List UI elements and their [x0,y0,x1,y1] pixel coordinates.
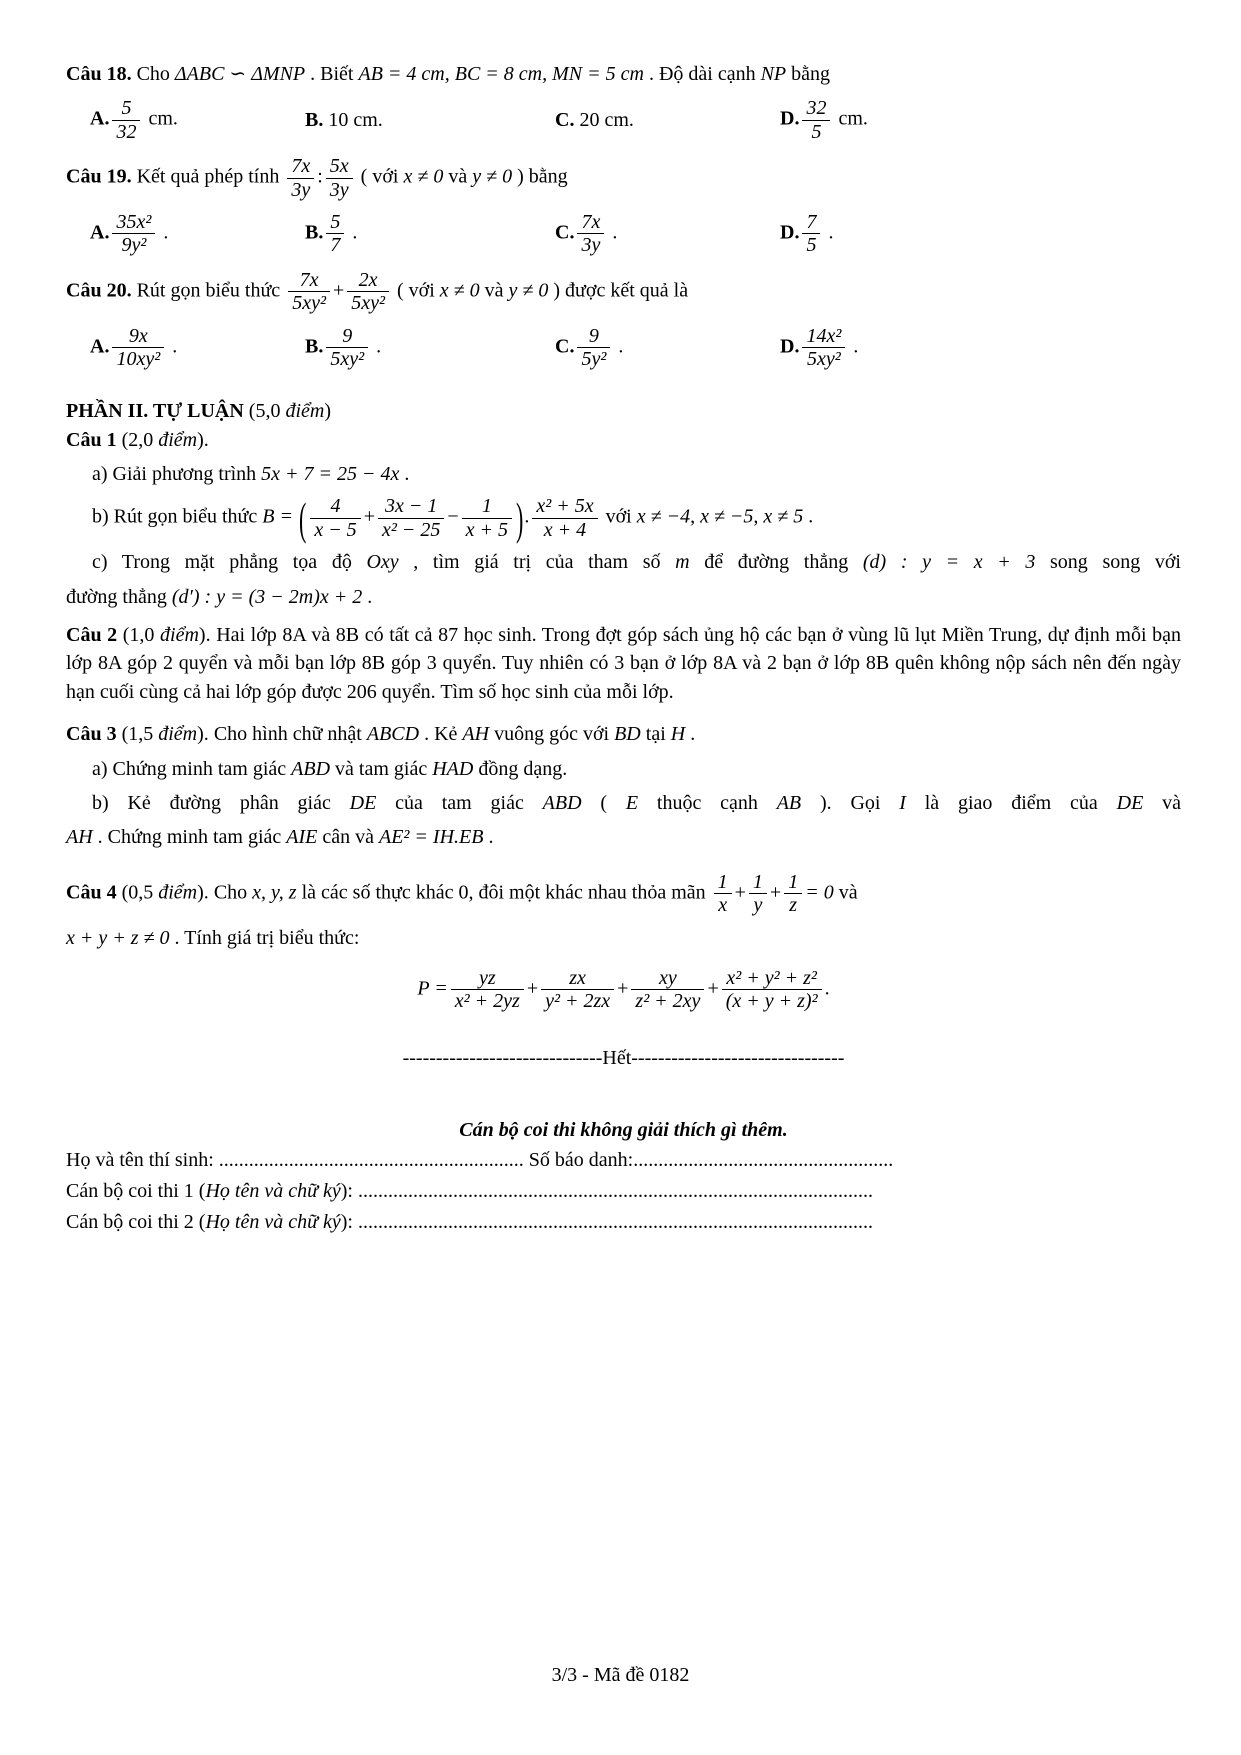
fraction: $\frac{2x}{\text{5xy²}}$ [347,268,389,316]
math-run: DE [1116,791,1144,814]
q19-option-c [555,210,780,258]
q18-option-a [66,96,305,144]
math-run: AIE [286,826,318,849]
c3-label: Câu 3 [66,723,117,746]
text-run: . [371,335,382,357]
operator: + [769,881,782,904]
option-key: C. [555,109,575,132]
text-run: thuộc cạnh [638,791,777,814]
proctor-note [66,1116,1181,1144]
fraction: $\frac{xy}{\text{z² + 2xy}}$ [631,966,704,1014]
c1-part-a [66,460,1181,488]
option-key: C. [555,335,575,357]
q18-stem [66,60,1181,88]
text-run: . [347,221,358,244]
fraction: $\frac{zx}{\text{y² + 2zx}}$ [541,966,614,1014]
text-run: Cán bộ coi thi không giải thích gì thêm. [459,1119,788,1142]
math-run: E [625,791,639,814]
operator: + [526,977,539,1000]
part2-title: PHẦN II. TỰ LUẬN [66,400,244,423]
fraction: $\frac{9}{\text{5y²}}$ [577,324,610,372]
text-run: cm. [143,107,178,130]
math-run: ABD [542,791,582,814]
text-run: (0,5 [116,881,159,904]
text-run: c) Trong mặt phẳng tọa độ [92,551,367,574]
text-run: ( với [391,279,440,302]
text-run: . [685,723,696,746]
operator: − [447,505,459,528]
fraction: $\frac{7x}{\text{5xy²}}$ [288,268,330,316]
fraction: $\frac{9}{\text{5xy²}}$ [326,324,368,372]
text-run: (2,0 [116,428,159,451]
text-run: là các số thực khác 0, đôi một khác nhau thỏa mãn [296,881,711,904]
math-run: HAD [432,757,474,780]
text-run: a) Giải phương trình [92,463,262,486]
text-run: Họ tên và chữ ký [205,1179,341,1202]
math-run: AB = 4 cm, BC = 8 cm, MN = 5 cm [358,63,644,85]
q18-options [66,96,1181,144]
text-run: . [158,221,169,244]
open-paren: ( [298,492,307,544]
math-run: ΔABC ∽ ΔMNP [174,63,306,85]
text-run: Cho hình chữ nhật [213,723,367,746]
text-run: ( với [355,165,404,188]
math-run: (d) : y = x + 3 [862,551,1036,574]
text-run: . [362,585,373,608]
fraction: $\frac{7x}{3y}$ [577,210,604,258]
proctor1-line [66,1176,1181,1207]
page-number [0,1661,1241,1689]
math-run: AH [462,723,490,746]
option-key: D. [780,107,800,130]
text-run: (1,5 [116,723,159,746]
math-run: m [675,551,690,574]
text-run: . Tính giá trị biểu thức: [169,926,360,949]
text-run: b) Rút gọn biểu thức [92,505,263,528]
fraction: $\frac{\text{35x²}}{\text{9y²}}$ [112,210,155,258]
fraction: $\frac{1}{x}$ [714,870,732,918]
text-run: . Độ dài cạnh [643,63,761,85]
dotted-line: ....................................................................................................... [357,1210,873,1233]
q20-label: Câu 20. [66,279,132,302]
fraction: $\frac{5x}{3y}$ [326,154,353,202]
text-run: ) được kết quả là [548,279,689,302]
c1-label: Câu 1 [66,428,117,451]
q20-option-a [66,324,305,372]
q18-option-d [780,96,1181,144]
q20-option-c [555,324,780,372]
math-run: ABD [291,757,331,780]
operator: : [317,165,323,188]
dotted-line: .................................................... [633,1148,894,1171]
fraction: $\frac{\text{x² + y² + z²}}{\text{(x + y + z)²}}$ [722,966,822,1014]
text-run: . [824,977,830,1000]
text-run: ) bằng [512,165,568,188]
text-run: . [613,335,624,357]
question-essay-4 [66,870,1181,1014]
option-key: D. [780,335,800,357]
c3-part-a [66,755,1181,783]
text-run: ): [340,1210,358,1233]
fraction: $\frac{1}{y}$ [749,870,767,918]
text-run: cm. [833,107,868,130]
text-run: đồng dạng. [473,757,568,780]
end-divider [66,1044,1181,1072]
text-run: để đường thẳng [689,551,863,574]
q19-option-a [66,210,305,258]
text-run: điểm [158,428,198,451]
math-run: P = [417,977,448,1000]
math-run: 5x + 7 = 25 − 4x [261,463,400,486]
text-run: ). [197,881,214,904]
text-run: Rút gọn biểu thức [136,279,286,302]
text-run: . [483,826,494,849]
c1-part-c-line2 [66,583,1181,611]
math-run: x + y + z ≠ 0 [66,926,170,949]
text-run: ). [198,624,217,647]
option-key: A. [90,335,110,357]
q20-stem [66,268,1181,316]
text-run: điểm [158,723,198,746]
q19-stem [66,154,1181,202]
q18-option-c [555,106,780,134]
fraction: $\frac{7}{5}$ [802,210,820,258]
option-key: A. [90,221,110,244]
operator: + [332,279,345,302]
option-key: C. [555,221,575,244]
operator: + [707,977,719,1000]
fraction: $\frac{3x - 1}{\text{x² − 25}}$ [378,494,444,542]
text-run: và [833,881,858,904]
q19-option-b [305,210,555,258]
question-20 [66,268,1181,372]
text-run: . Kẻ [419,723,463,746]
text-run: . [607,221,618,244]
question-essay-1 [66,426,1181,611]
text-run: Cho [136,63,175,85]
math-run: NP [760,63,787,85]
math-run: AH [66,826,93,849]
candidate-name-line [66,1145,1181,1176]
text-run: . [399,463,410,486]
text-run: , tìm giá trị của tham số [398,551,676,574]
text-run: điểm [158,881,198,904]
text-run: của tam giác [376,791,543,814]
fraction: $\frac{1}{z}$ [784,870,802,918]
c2-label: Câu 2 [66,624,118,647]
math-run: (d′) : y = (3 − 2m)x + 2 [171,585,363,608]
fraction: $\frac{4}{x - 5}$ [310,494,360,542]
text-run: ( [581,791,626,814]
q20-options [66,324,1181,372]
text-run: Họ và tên thí sinh: [66,1148,219,1171]
text-run: a) Chứng minh tam giác [92,757,292,780]
text-run: và [443,165,473,188]
option-key: B. [305,109,324,132]
fraction: $\frac{\text{x² + 5x}}{x + 4}$ [532,494,597,542]
text-run: ). [197,723,214,746]
text-run: 20 cm. [579,109,634,132]
text-run: với [600,505,637,528]
math-run: B = [262,505,293,528]
option-key: A. [90,107,110,130]
dotted-line: ....................................................................................................... [357,1179,873,1202]
operator: + [734,881,746,904]
c1-heading [66,426,1181,454]
option-key: B. [305,221,324,244]
text-run: ). Gọi [801,791,900,814]
c4-line2 [66,924,1181,952]
text-run: ------------------------------Hết-------------------------------- [402,1046,845,1069]
text-run: tại [640,723,671,746]
c4-line1 [66,870,1181,918]
text-run: và [1143,791,1181,814]
option-key: B. [305,335,324,357]
part2-header [66,397,1181,425]
math-run: x, y, z [252,881,297,904]
text-run: . [803,505,814,528]
close-paren: ) [516,492,524,544]
dotted-line: ............................................................. [218,1148,529,1171]
fraction: $\frac{7x}{3y}$ [287,154,314,202]
text-run: cân và [317,826,379,849]
math-run: AB [776,791,802,814]
math-run: DE [349,791,377,814]
math-run: H [670,723,686,746]
text-run: điểm [285,400,325,423]
c1-part-c [66,548,1181,576]
fraction: $\frac{5}{7}$ [326,210,344,258]
text-run: ). [197,428,209,451]
text-run: đường thẳng [66,585,172,608]
text-run: Cho [213,881,253,904]
text-run: . [848,335,859,357]
question-essay-2 [66,621,1181,706]
math-run: ABCD [366,723,420,746]
q18-label: Câu 18. [66,63,132,85]
text-run: và [479,279,509,302]
q19-label: Câu 19. [66,165,132,188]
text-run: Cán bộ coi thi 1 ( [66,1179,206,1202]
math-run: I [899,791,906,814]
text-run: . Chứng minh tam giác [92,826,287,849]
operator: + [617,977,629,1000]
text-run: ) [324,400,332,423]
question-essay-3 [66,720,1181,852]
fraction: $\frac{1}{x + 5}$ [462,494,512,542]
text-run: . [823,221,834,244]
text-run: 10 cm. [328,109,383,132]
text-run: . Biết [305,63,359,85]
math-run: x ≠ 0 [439,279,480,302]
c1-part-b [66,494,1181,542]
question-18 [66,60,1181,144]
text-run: (5,0 [243,400,286,423]
text-run: Họ tên và chữ ký [205,1210,341,1233]
c4-label: Câu 4 [66,881,117,904]
text-run: b) Kẻ đường phân giác [92,791,350,814]
proctor2-line [66,1207,1181,1238]
text-run: . [167,335,178,357]
text-run: Hai lớp 8A và 8B có tất cả 87 học sinh. Trong đợt góp sách ủng hộ các bạn ở vùng lũ lụt Miền Trung, dự định mỗi bạn lớp 8A góp 2 quyển và mỗi bạn lớp 8B góp 3 quyển. Tuy nhiên có 3 bạn ở lớp 8A và 2 bạn ở lớp 8B quên không nộp sách nên đến ngày hạn cuối cùng cả hai lớp góp được 206 quyển. Tìm số học sinh của mỗi lớp. [66,624,1181,703]
c3-part-b-line2 [66,823,1181,851]
math-run: x ≠ −4, x ≠ −5, x ≠ 5 [636,505,804,528]
fraction: $\frac{32}{5}$ [802,96,830,144]
fraction: $\frac{yz}{\text{x² + 2yz}}$ [451,966,524,1014]
math-run: = 0 [805,881,834,904]
fraction: $\frac{9x}{\text{10xy²}}$ [112,324,164,372]
text-run: là giao điểm của [905,791,1117,814]
operator: + [363,505,375,528]
math-run: x ≠ 0 [403,165,444,188]
q20-option-d [780,324,1181,372]
text-run: ): [340,1179,358,1202]
q18-option-b [305,106,555,134]
text-run: Kết quả phép tính [136,165,285,188]
text-run: Số báo danh: [528,1148,634,1171]
text-run: bằng [786,63,831,85]
math-run: Oxy [366,551,399,574]
text-run: vuông góc với [489,723,615,746]
c4-formula [66,966,1181,1014]
c2-paragraph [66,621,1181,706]
math-run: AE² = IH.EB [379,826,484,849]
text-run: (1,0 [117,624,161,647]
q19-options [66,210,1181,258]
math-run: BD [614,723,641,746]
c3-part-b [66,789,1181,817]
math-run: y ≠ 0 [508,279,549,302]
math-run: y ≠ 0 [472,165,513,188]
c3-heading [66,720,1181,748]
fraction: $\frac{\text{14x²}}{\text{5xy²}}$ [802,324,845,372]
text-run: và tam giác [330,757,433,780]
text-run: 3/3 - Mã đề 0182 [551,1663,690,1686]
text-run: song song với [1035,551,1181,574]
operator: . [524,505,530,528]
text-run: Cán bộ coi thi 2 ( [66,1210,206,1233]
fraction: $\frac{5}{32}$ [112,96,140,144]
q20-option-b [305,324,555,372]
q19-option-d [780,210,1181,258]
text-run: điểm [160,624,199,647]
option-key: D. [780,221,800,244]
question-19 [66,154,1181,258]
